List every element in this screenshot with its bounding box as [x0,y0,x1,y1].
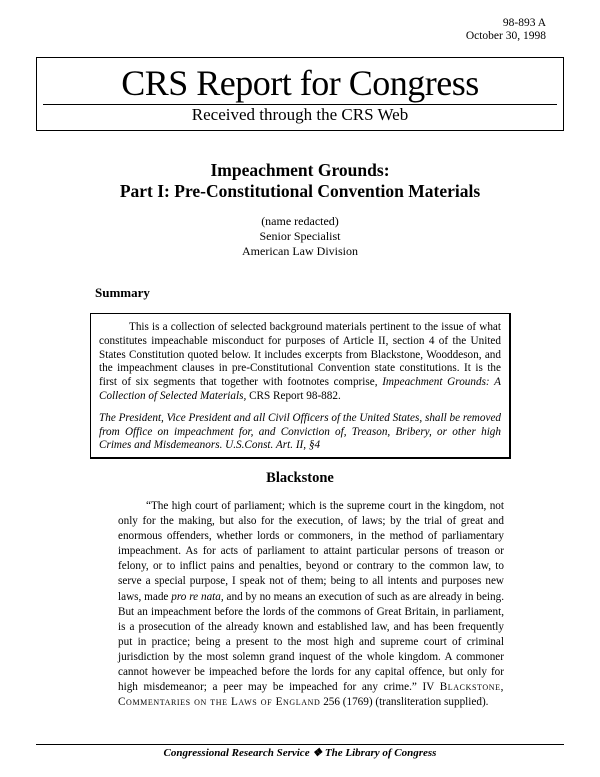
title-line-2: Part I: Pre-Constitutional Convention Materials [119,181,481,201]
report-date: October 30, 1998 [465,30,546,42]
banner-subtitle: Received through the CRS Web [191,105,409,124]
title-line-1: Impeachment Grounds: [210,160,390,180]
author-title: Senior Specialist [259,229,341,243]
summary-cited-title: Impeachment Grounds: A Collection of Selected Materials, [99,376,501,402]
author-division: American Law Division [242,244,358,258]
citation-tail: 256 (1769) (transliteration supplied). [320,696,489,709]
document-title [0,160,600,202]
blackstone-quote [118,499,504,710]
constitution-quote: The President, Vice President and all Civil Officers of the United States, shall be removed from Office on impeachment for, and Conviction of, Treason, Bribery, or other high Crimes and Misdemeanors. U.S.Const. Art. II, §4 [99,411,501,452]
quote-text: “The high court of parliament; which is the supreme court in the kingdom, not only for the making, but also for the execution, of laws; by the trial of great and enormous offenders, whether lords or commoners, in the method of parliamentary impeachment. As for acts of parliament to attaint particular persons of treason or felony, or to inflict pains and penalties, beyond or contrary to the common law, to serve a special purpose, I speak not of them; being to all intents and purposes new laws, made [118,500,504,603]
page-footer: Congressional Research Service ❖ The Library of Congress [163,747,437,759]
section-heading-blackstone: Blackstone [266,470,334,486]
quote-text-continued: and by no means an execution of such as are already in being. But an impeachment before the lords of the commons of Great Britain, in parliament, is a prosecution of the already known and established law, and has been frequently put in practice; being a present to the most high and supreme court of criminal jurisdiction by the most solemn grand inquest of the whole kingdom. A commoner cannot however be impeached before the lords for any capital offence, but only for high misdemeanor; a peer may be impeached for any crime.” IV [118,590,505,694]
summary-heading: Summary [95,285,150,300]
footer-divider [36,744,564,745]
crs-banner [36,57,564,131]
summary-text-tail: CRS Report 98-882. [246,389,341,402]
summary-text: This is a collection of selected background materials pertinent to the issue of what constitutes impeachable misconduct for purposes of Article II, section 4 of the United States Constitution quoted below. It includes excerpts from Blackstone, Wooddeson, and the impeachment clauses in pre-Constitutional Convention state constitutions. It is the first of six segments that together with footnotes comprise, [99,321,501,389]
author-block [0,214,600,259]
author-name: (name redacted) [261,214,339,228]
summary-box [90,313,511,459]
summary-paragraph [99,321,501,404]
citation-title: Blackstone, Commentaries on the Laws of England [118,681,504,709]
banner-title: CRS Report for Congress [121,63,479,103]
report-number: 98-893 A [502,17,546,29]
quote-italic-phrase: pro re nata, [171,590,224,603]
report-identifier [466,17,546,43]
